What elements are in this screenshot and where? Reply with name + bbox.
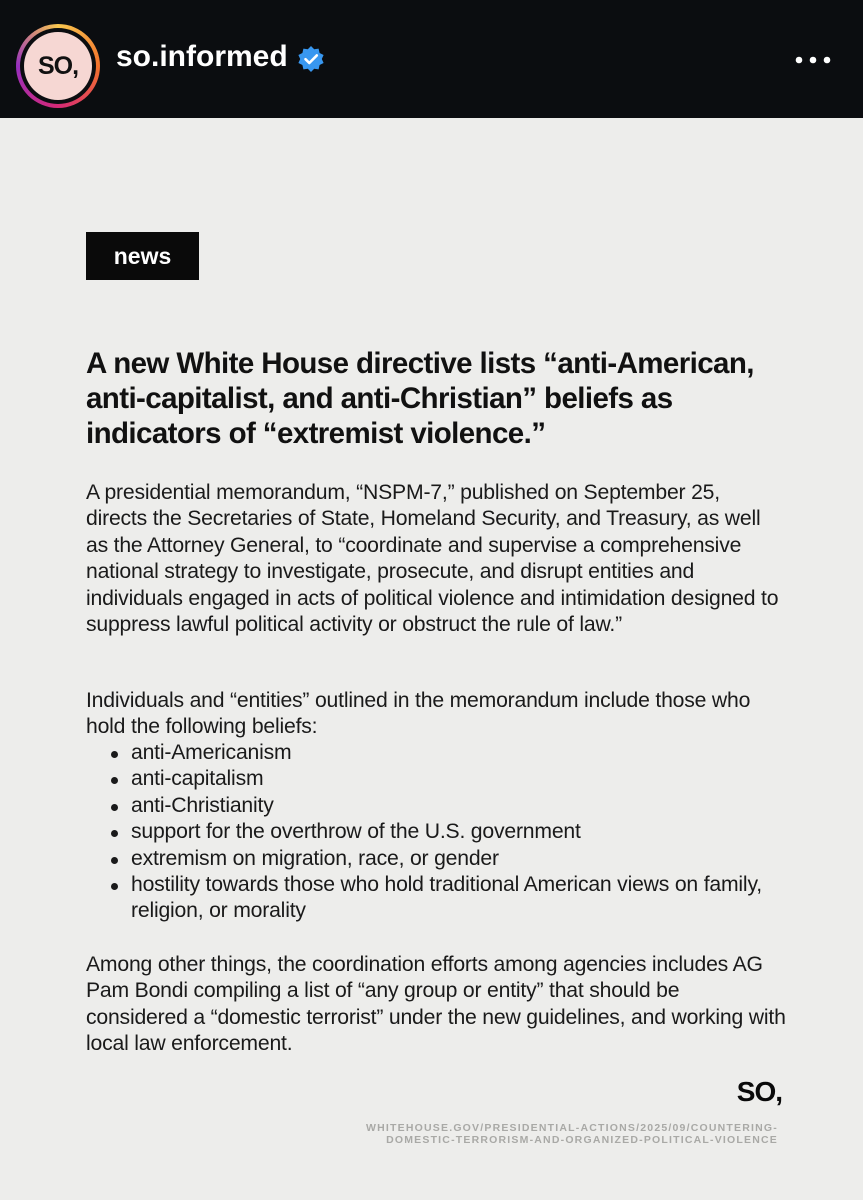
more-options-icon <box>793 55 833 65</box>
list-item: anti-Americanism <box>86 740 786 766</box>
headline: A new White House directive lists “anti-American, anti-capitalist, and anti-Christian” beliefs as indicators of “extremist violence.” <box>86 347 754 450</box>
post-image <box>0 118 863 1200</box>
username-link[interactable]: so.informed <box>116 40 288 73</box>
paragraph-beliefs-intro: Individuals and “entities” outlined in the memorandum include those who hold the following beliefs: <box>86 689 751 739</box>
avatar-border <box>20 28 96 104</box>
list-item: support for the overthrow of the U.S. government <box>86 819 786 845</box>
list-item: extremism on migration, race, or gender <box>86 846 786 872</box>
category-tag: news <box>86 232 199 280</box>
paragraph-memorandum: A presidential memorandum, “NSPM-7,” published on September 25, directs the Secretaries of State, Homeland Security, and Treasury, as well as the Attorney General, to “coordinate and supervise a comprehensive national strategy to investigate, prosecute, and disrupt entities and individuals engaged in acts of political violence and intimidation designed to suppress lawful political activity or obstruct the rule of law.” <box>86 481 779 637</box>
list-item: hostility towards those who hold traditional American views on family, religion, or morality <box>86 872 786 925</box>
source-url-line: DOMESTIC-TERRORISM-AND-ORGANIZED-POLITICAL-VIOLENCE <box>386 1134 778 1146</box>
list-item: anti-Christianity <box>86 793 786 819</box>
post-header <box>0 0 863 118</box>
more-options-button[interactable] <box>792 44 834 76</box>
paragraph-coordination: Among other things, the coordination efforts among agencies includes AG Pam Bondi compiling a list of “any group or entity” that should be considered a “domestic terrorist” under the new guidelines, and working with local law enforcement. <box>86 953 786 1056</box>
list-item: anti-capitalism <box>86 766 786 792</box>
verified-badge-icon <box>297 45 325 73</box>
source-url <box>340 1122 778 1146</box>
brand-logo: SO, <box>736 1076 782 1107</box>
source-url-line: WHITEHOUSE.GOV/PRESIDENTIAL-ACTIONS/2025/09/COUNTERING- <box>366 1122 778 1134</box>
avatar[interactable] <box>16 24 100 108</box>
avatar-logo: SO, <box>24 32 92 100</box>
beliefs-list <box>86 740 786 925</box>
